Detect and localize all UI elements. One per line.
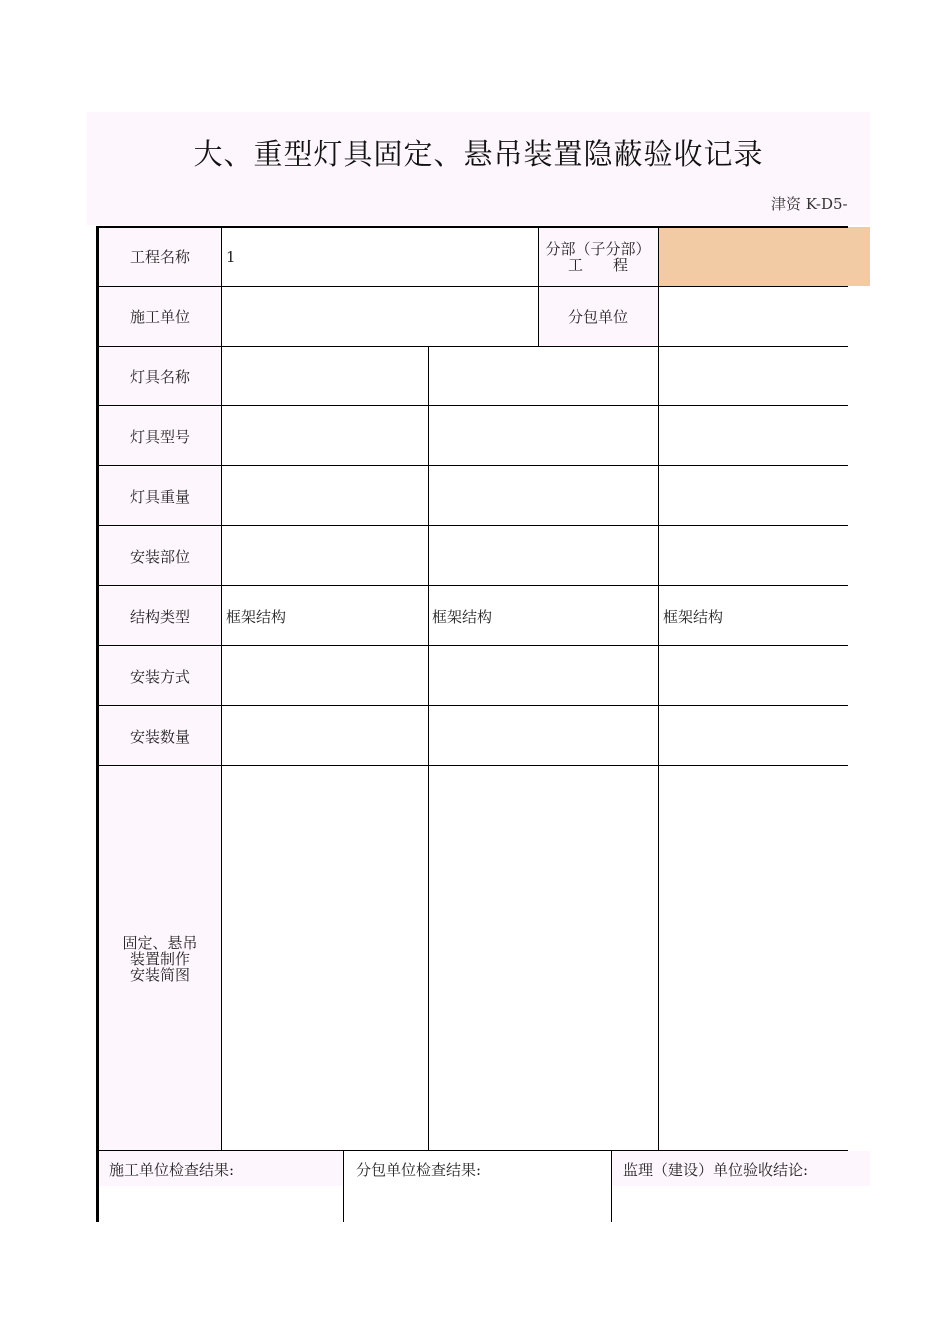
form-title: 大、重型灯具固定、悬吊装置隐蔽验收记录 bbox=[193, 137, 764, 171]
contractor-check-result: 施工单位检查结果: bbox=[109, 1161, 235, 1179]
column-divider bbox=[221, 227, 222, 1150]
sub-division-value[interactable] bbox=[659, 227, 870, 286]
row-divider bbox=[97, 525, 848, 526]
subcontractor-value[interactable] bbox=[659, 287, 848, 346]
fixture-model-label: 灯具型号 bbox=[98, 407, 222, 466]
column-divider bbox=[611, 1150, 612, 1222]
subcontractor-check-result: 分包单位检查结果: bbox=[356, 1161, 482, 1179]
row-divider bbox=[97, 286, 848, 287]
contractor-value[interactable] bbox=[222, 287, 538, 346]
fixture-weight-label: 灯具重量 bbox=[98, 467, 222, 526]
row-divider bbox=[97, 346, 848, 347]
project-name-value[interactable]: 1 bbox=[226, 247, 236, 266]
subcontractor-label: 分包单位 bbox=[538, 287, 658, 346]
contractor-label: 施工单位 bbox=[98, 287, 222, 346]
row-divider bbox=[97, 705, 848, 706]
sub-division-label: 分部（子分部） 工 程 bbox=[538, 227, 658, 286]
structure-type-value-1[interactable]: 框架结构 bbox=[226, 608, 287, 626]
row-divider bbox=[97, 645, 848, 646]
row-divider bbox=[97, 765, 848, 766]
column-divider bbox=[538, 227, 539, 346]
install-method-label: 安装方式 bbox=[98, 647, 222, 706]
table-top-border bbox=[97, 226, 848, 228]
row-divider bbox=[97, 585, 848, 586]
fixture-name-label: 灯具名称 bbox=[98, 347, 222, 406]
column-divider bbox=[343, 1150, 344, 1222]
column-divider bbox=[658, 227, 659, 1150]
row-divider bbox=[97, 1150, 848, 1151]
row-divider bbox=[97, 465, 848, 466]
table-left-border bbox=[96, 226, 99, 1222]
install-location-label: 安装部位 bbox=[98, 527, 222, 586]
structure-type-value-3[interactable]: 框架结构 bbox=[663, 608, 724, 626]
install-quantity-label: 安装数量 bbox=[98, 707, 222, 766]
diagram-label: 固定、悬吊 装置制作 安装简图 bbox=[98, 767, 222, 1150]
document-code: 津资 K-D5- bbox=[771, 195, 848, 213]
column-divider bbox=[428, 346, 429, 1150]
row-divider bbox=[97, 405, 848, 406]
structure-type-label: 结构类型 bbox=[98, 587, 222, 646]
project-name-label: 工程名称 bbox=[98, 227, 222, 286]
supervisor-acceptance-conclusion: 监理（建设）单位验收结论: bbox=[623, 1161, 809, 1179]
structure-type-value-2[interactable]: 框架结构 bbox=[432, 608, 493, 626]
